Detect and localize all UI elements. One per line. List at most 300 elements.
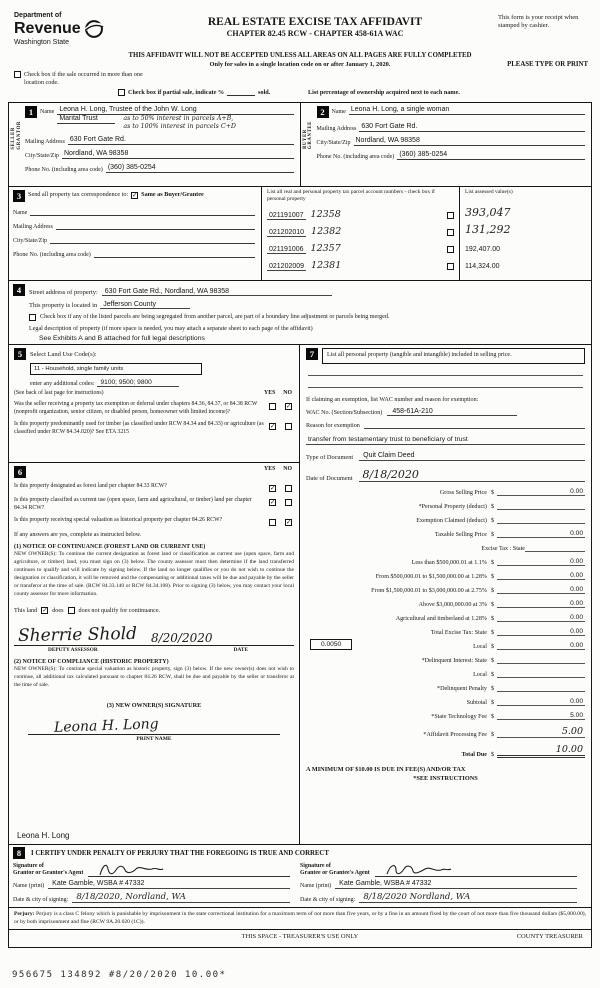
tax-label: *Affidavit Processing Fee xyxy=(423,731,487,738)
partial-sale-percent-field[interactable] xyxy=(227,89,255,96)
yes-no-header xyxy=(264,466,292,472)
see-back-note: (See back of last page for instructions) xyxy=(14,390,104,396)
same-as-buyer-label: Same as Buyer/Grantee xyxy=(141,191,204,198)
corr-city-field[interactable] xyxy=(50,235,255,244)
exemption-intro: If claiming an exemption, list WAC number and reason for exemption: xyxy=(306,396,479,403)
question-text: Is this property classified as current use (open space, farm and agricultural, or timber) land per chapter 84.34 RCW? xyxy=(14,497,252,511)
no-checkbox[interactable]: ✓ xyxy=(286,403,292,410)
grantor-date-row xyxy=(13,892,290,903)
tax-line-tier4 xyxy=(306,600,585,608)
question-checkboxes xyxy=(269,517,292,526)
parcel-personal-checkbox[interactable] xyxy=(447,263,454,270)
seller-name-field[interactable]: Leona H. Long, Trustee of the John W. Long xyxy=(57,106,293,115)
logo-dept-line: Department of xyxy=(14,12,62,19)
question-row-current-use xyxy=(14,497,294,512)
grantee-name-field[interactable]: Kate Gamble, WSBA # 47332 xyxy=(335,880,577,889)
does-not-checkbox[interactable] xyxy=(68,607,75,614)
corr-address-field[interactable] xyxy=(56,221,255,230)
no-checkbox[interactable]: ✓ xyxy=(286,519,292,527)
tax-value[interactable] xyxy=(497,670,585,678)
continuance-qualify-row xyxy=(14,607,294,614)
assessed-row xyxy=(465,219,586,236)
yes-checkbox[interactable] xyxy=(269,403,276,410)
corr-phone-field[interactable] xyxy=(94,249,255,258)
seller-phone-row xyxy=(25,164,294,173)
tax-label: Total Due xyxy=(461,751,487,758)
tax-value[interactable] xyxy=(497,656,585,664)
tax-label: Taxable Selling Price xyxy=(434,531,487,538)
corr-city-label: City/State/Zip xyxy=(13,238,47,244)
logo-revenue-text: Revenue xyxy=(14,20,81,37)
document-type-row xyxy=(306,452,585,461)
tax-label: Local xyxy=(473,671,487,678)
tax-label: Agricultural and timberland at 1.28% xyxy=(395,615,487,622)
buyer-phone-field[interactable]: (360) 385-0254 xyxy=(397,151,585,160)
corr-name-label: Name xyxy=(13,210,28,216)
tax-label: Excise Tax : State xyxy=(481,545,525,552)
grantor-signature-scribble xyxy=(96,861,166,879)
section-3 xyxy=(9,187,591,281)
grantor-signature-field[interactable] xyxy=(88,861,290,877)
legal-description-value-row xyxy=(39,335,585,342)
tax-line-personal-deduct xyxy=(306,502,585,510)
buyer-name-field[interactable]: Leona H. Long, a single woman xyxy=(349,106,585,115)
land-use-head xyxy=(14,348,294,360)
corr-name-field[interactable] xyxy=(30,207,255,216)
perjury-label: Perjury: xyxy=(14,911,35,917)
parcel-handwritten-number: 12382 xyxy=(311,225,342,237)
seller-side-word1: SELLER xyxy=(11,127,16,150)
cashier-receipt-stamp: 956675 134892 #8/20/2020 10.00* xyxy=(12,970,227,980)
no-checkbox[interactable] xyxy=(285,423,292,430)
perjury-paragraph xyxy=(9,908,591,929)
tax-value[interactable]: 0.00 xyxy=(497,530,585,538)
document-type-field[interactable]: Quit Claim Deed xyxy=(359,452,585,461)
segregated-row xyxy=(29,314,585,322)
form-header xyxy=(14,12,590,46)
grantee-date-city-field[interactable]: 8/18/2020 Nordland, WA xyxy=(359,892,577,903)
section-6-number: 6 xyxy=(14,466,26,478)
yes-checkbox[interactable]: ✓ xyxy=(270,485,276,492)
section-6 xyxy=(9,463,299,844)
section-8-number: 8 xyxy=(13,847,25,859)
see-instructions-note: *SEE INSTRUCTIONS xyxy=(413,774,478,782)
minimum-due-note: A MINIMUM OF $10.00 IS DUE IN FEE(S) AND/OR TAX xyxy=(306,765,466,773)
type-or-print-note: PLEASE TYPE OR PRINT xyxy=(503,61,588,68)
document-type-label: Type of Document xyxy=(306,453,354,461)
parcel-column xyxy=(261,187,459,280)
multi-location-label: Check box if the sale occurred in more than one location code. xyxy=(24,71,143,86)
single-location-note: Only for sales in a single location code on or after January 1, 2020. xyxy=(209,61,391,68)
buyer-address-row xyxy=(317,123,586,132)
tax-value[interactable]: 0.00 xyxy=(497,698,585,706)
parcel-personal-checkbox[interactable] xyxy=(447,246,454,253)
parcel-row xyxy=(267,237,454,254)
corr-name-row xyxy=(13,207,255,216)
dollar-sign: $ xyxy=(490,531,494,538)
revenue-swoosh-icon xyxy=(84,19,104,39)
buyer-side-label xyxy=(303,121,315,149)
warning-line: THIS AFFIDAVIT WILL NOT BE ACCEPTED UNLESS ALL AREAS ON ALL PAGES ARE FULLY COMPLETED xyxy=(128,52,472,59)
partial-sale-row xyxy=(118,89,270,96)
corr-phone-label: Phone No. (including area code) xyxy=(13,252,91,258)
buyer-section xyxy=(300,103,592,186)
yes-checkbox[interactable]: ✓ xyxy=(270,499,276,506)
multi-location-row xyxy=(14,71,164,87)
personal-property-head xyxy=(306,348,585,364)
tax-line-taxable xyxy=(306,530,585,538)
personal-property-label: List all personal property (tangible and intangible) included in selling price. xyxy=(322,348,585,364)
parcel-number[interactable]: 021202009 xyxy=(269,262,305,270)
correspondence-head xyxy=(13,190,255,202)
legal-description-field[interactable]: See Exhibits A and B attached for full legal descriptions xyxy=(39,334,205,342)
dollar-sign: $ xyxy=(490,601,494,608)
parcel-row xyxy=(267,254,454,271)
yes-checkbox[interactable]: ✓ xyxy=(270,423,276,431)
grantee-signature-label-line2: Grantee or Grantee's Agent xyxy=(300,869,370,876)
tax-value[interactable]: 0.00 xyxy=(497,628,585,636)
grantee-signature-row xyxy=(300,861,577,877)
buyer-side-word2: GRANTEE xyxy=(308,121,314,149)
yes-header: YES xyxy=(264,390,276,396)
assessed-value: 192,407.00 xyxy=(465,245,501,253)
seller-buyer-row xyxy=(9,103,591,187)
buyer-name-row xyxy=(317,106,586,118)
document-date-field[interactable]: 8/18/2020 xyxy=(359,468,585,482)
tax-line-tier2 xyxy=(306,572,585,580)
parcel-number[interactable]: 021191007 xyxy=(269,211,304,219)
tax-value-handwritten[interactable]: 10.00 xyxy=(497,744,585,758)
seller-section xyxy=(9,103,300,186)
no-checkbox[interactable] xyxy=(285,499,292,506)
buyer-address-field[interactable]: 630 Fort Gate Rd. xyxy=(359,123,585,132)
signature-columns xyxy=(13,861,587,903)
tax-line-delinquent-interest-state xyxy=(306,656,585,664)
segregated-checkbox[interactable] xyxy=(29,314,36,321)
section-4-number: 4 xyxy=(13,284,25,296)
tax-line-agricultural xyxy=(306,614,585,622)
located-in-row xyxy=(29,301,585,309)
tax-value[interactable]: 0.00 xyxy=(497,586,585,594)
assessed-row xyxy=(465,253,586,270)
form-title: REAL ESTATE EXCISE TAX AFFIDAVIT xyxy=(207,16,423,28)
street-address-row xyxy=(13,284,585,296)
certify-head xyxy=(13,847,587,859)
grantor-signature-label xyxy=(13,863,83,877)
county-treasurer-label: COUNTY TREASURER xyxy=(516,933,583,941)
does-checkbox[interactable]: ✓ xyxy=(42,606,48,614)
section-3-number: 3 xyxy=(13,190,25,202)
wac-label: WAC No. (Section/Subsection) xyxy=(306,409,383,416)
question-text: Is this property predominantly used for timber (as classified under RCW 84.34 and 84.33) or agriculture (as classified under RCW 84.34.020)? See ETA 3215 xyxy=(14,421,264,435)
wac-row xyxy=(306,408,585,416)
buyer-city-row xyxy=(317,137,586,146)
grantee-signature-label-line1: Signature of xyxy=(300,862,331,869)
tax-label: From $1,500,000.01 to $3,000,000.00 at 2.75% xyxy=(371,587,487,594)
tax-label: *Delinquent Interest: State xyxy=(421,657,487,664)
tax-value[interactable]: 0.00 xyxy=(497,558,585,566)
deputy-assessor-date: 8/20/2020 xyxy=(150,630,213,645)
dollar-sign: $ xyxy=(490,657,494,664)
parcel-row xyxy=(267,203,454,220)
question-row-forest xyxy=(14,483,294,492)
new-owner-signature: Leona H. Long xyxy=(53,715,159,736)
street-address-label: Street address of property: xyxy=(29,289,98,296)
assessed-column-header: List assessed value(s) xyxy=(465,189,513,195)
tax-label: Gross Selling Price xyxy=(439,489,487,496)
certify-statement: I CERTIFY UNDER PENALTY OF PERJURY THAT THE FOREGOING IS TRUE AND CORRECT xyxy=(31,849,329,857)
send-correspondence-label: Send all property tax correspondence to: xyxy=(28,191,129,198)
section-7-number: 7 xyxy=(306,348,318,360)
does-not-label: does not qualify for continuance. xyxy=(78,606,161,614)
tax-label: *Delinquent Penalty xyxy=(437,685,487,692)
parcel-row xyxy=(267,220,454,237)
partial-sale-checkbox[interactable] xyxy=(118,89,125,96)
dollar-sign: $ xyxy=(490,643,494,650)
seller-name-row xyxy=(25,106,294,131)
new-owner-signature-line[interactable] xyxy=(28,709,280,735)
section-8 xyxy=(9,845,591,908)
legal-description-row xyxy=(29,326,585,332)
seller-city-label: City/State/Zip xyxy=(25,152,59,159)
correspondence-column xyxy=(9,187,261,280)
partial-sale-label: Check box if partial sale, indicate % xyxy=(128,89,225,96)
tax-value[interactable]: 0.00 xyxy=(497,572,585,580)
print-name-label: PRINT NAME xyxy=(136,735,172,742)
segregated-label: Check box if any of the listed parcels are being segregated from another parcel, are part of a boundary line adjustment or parcels being merged. xyxy=(40,314,390,320)
this-land-label: This land xyxy=(14,606,38,614)
parcel-number[interactable]: 021202010 xyxy=(269,228,305,236)
reason-blank-line[interactable] xyxy=(364,422,585,429)
tax-line-exemption-deduct xyxy=(306,516,585,524)
seller-address-field[interactable]: 630 Fort Gate Rd. xyxy=(68,136,294,145)
tax-label: *Personal Property (deduct) xyxy=(418,503,487,510)
tax-value[interactable] xyxy=(497,684,585,692)
dollar-sign: $ xyxy=(490,615,494,622)
new-owner-signature-label: (3) NEW OWNER(S) SIGNATURE xyxy=(106,701,202,709)
grantee-name-row xyxy=(300,880,577,889)
section-1-number: 1 xyxy=(25,106,37,118)
question-text: Is this property designated as forest land per chapter 84.33 RCW? xyxy=(14,483,167,489)
buyer-city-label: City/State/Zip xyxy=(316,140,351,146)
tax-value[interactable]: 0.00 xyxy=(497,600,585,608)
assessed-value-handwritten: 131,292 xyxy=(465,222,511,236)
notice-compliance-title: (2) NOTICE OF COMPLIANCE (HISTORIC PROPERTY) xyxy=(14,658,169,665)
question-text: Was the seller receiving a property tax exemption or deferral under chapters 84.36, 84.37, or 84.38 RCW (nonprofit organization, senior citizen, or disabled person, homeowner with limited income)? xyxy=(14,401,258,415)
treasurer-space-label: THIS SPACE - TREASURER'S USE ONLY xyxy=(241,933,359,941)
seller-name-value-wrap xyxy=(57,106,293,131)
buyer-phone-row xyxy=(317,151,586,160)
buyer-side-word1: BUYER xyxy=(302,129,308,149)
dollar-sign: $ xyxy=(490,629,494,636)
buyer-phone-label: Phone No. (including area code) xyxy=(316,154,395,160)
parcel-personal-checkbox[interactable] xyxy=(447,212,454,219)
assessed-value-handwritten: 393,047 xyxy=(465,205,511,219)
dollar-sign: $ xyxy=(490,573,494,580)
document-date-label: Date of Document xyxy=(306,474,353,482)
seller-name-line2 xyxy=(57,115,293,131)
section-5-number: 5 xyxy=(14,348,26,360)
tax-value-handwritten[interactable]: 5.00 xyxy=(497,726,585,738)
tax-value[interactable]: 0.00 xyxy=(497,642,585,650)
assessed-value: 114,324.00 xyxy=(465,262,500,270)
buyer-city-field[interactable]: Nordland, WA 98358 xyxy=(354,137,586,146)
dollar-sign: $ xyxy=(490,731,494,738)
date-label: DATE xyxy=(233,646,248,653)
date-city-label: Date & city of signing: xyxy=(13,897,69,903)
dor-logo xyxy=(14,12,132,46)
land-use-code-select[interactable]: 11 - Household, single family units xyxy=(30,363,202,375)
parcel-handwritten-number: 12357 xyxy=(310,242,341,254)
tax-value[interactable] xyxy=(497,516,585,524)
section-2-number: 2 xyxy=(317,106,329,118)
legal-description-label: Legal description of property (if more space is needed, you may attach a separate sheet to each page of the affidavit) xyxy=(29,325,313,332)
grantee-date-row xyxy=(300,892,577,903)
document-date-row xyxy=(306,468,585,482)
tax-value[interactable]: 0.00 xyxy=(497,488,585,496)
personal-property-field[interactable] xyxy=(308,364,583,376)
if-yes-note: If any answers are yes, complete as instructed below. xyxy=(14,532,142,539)
question-checkboxes xyxy=(269,421,292,430)
reason-label: Reason for exemption xyxy=(306,422,360,429)
tax-line-total-due xyxy=(306,744,585,758)
dollar-sign: $ xyxy=(490,503,494,510)
tax-line-delinquent-penalty xyxy=(306,684,585,692)
grantor-name-field[interactable]: Kate Gamble, WSBA # 47332 xyxy=(48,880,290,889)
seller-side-word2: GRANTOR xyxy=(16,121,22,150)
question-checkboxes xyxy=(269,483,292,492)
multi-location-checkbox[interactable] xyxy=(14,71,21,78)
grantee-signature-field[interactable] xyxy=(375,861,577,877)
seller-phone-field[interactable]: (360) 385-0254 xyxy=(106,164,294,173)
yes-no-header xyxy=(264,390,292,396)
parcel-personal-checkbox[interactable] xyxy=(447,229,454,236)
does-label: does xyxy=(52,606,64,614)
dollar-sign: $ xyxy=(490,517,494,524)
reason-row xyxy=(306,422,585,429)
partial-sale-suffix: sold. xyxy=(258,89,271,96)
seller-address-label: Mailing Address xyxy=(25,138,65,145)
personal-property-field[interactable] xyxy=(308,376,583,388)
corr-phone-row xyxy=(13,249,255,258)
lower-columns xyxy=(9,345,591,845)
land-use-label: Select Land Use Code(s): xyxy=(30,350,97,358)
grantor-date-city-field[interactable]: 8/18/2020, Nordland, WA xyxy=(72,892,290,903)
seller-hand-note-1: as to 50% interest in parcels A+B, xyxy=(123,115,234,122)
question-row-exemption xyxy=(14,401,294,416)
located-in-label: This property is located in xyxy=(29,302,98,309)
seller-phone-label: Phone No. (including area code) xyxy=(25,166,103,173)
tax-value[interactable]: 0.00 xyxy=(497,614,585,622)
tax-label: Exemption Claimed (deduct) xyxy=(416,517,487,524)
section-5 xyxy=(9,345,299,463)
seller-hand-note-2: as to 100% interest in parcels C+D xyxy=(123,122,236,130)
logo-row xyxy=(14,19,132,39)
tax-value[interactable] xyxy=(497,502,585,510)
additional-codes-row xyxy=(30,379,294,387)
tax-line-total-state xyxy=(306,628,585,636)
question-checkboxes xyxy=(269,497,292,506)
assessed-value-column xyxy=(459,187,591,280)
date-city-label: Date & city of signing: xyxy=(300,897,356,903)
reason-field[interactable]: transfer from testamentary trust to beneficiary of trust xyxy=(306,436,585,445)
section-4 xyxy=(9,281,591,345)
grantor-signature-label-line2: Grantor or Grantor's Agent xyxy=(13,869,84,876)
located-county-field[interactable]: Jefferson County xyxy=(100,301,190,309)
seller-city-field[interactable]: Nordland, WA 98358 xyxy=(62,150,294,159)
perjury-text: Perjury is a class C felony which is punishable by imprisonment in the state correctional institution for a maximum term of not more than five years, or by a fine in an amount fixed by the court of not more than five thousand dollars ($5,000.00), or by both imprisonment and fine (RCW 9A.20.020 (1C)). xyxy=(14,911,586,925)
tax-value xyxy=(525,544,585,552)
yes-checkbox[interactable] xyxy=(269,519,276,526)
tax-line-gross xyxy=(306,488,585,496)
no-checkbox[interactable] xyxy=(285,485,292,492)
dollar-sign: $ xyxy=(490,685,494,692)
form-chapter: CHAPTER 82.45 RCW - CHAPTER 458-61A WAC xyxy=(226,29,404,38)
additional-codes-label: enter any additional codes: xyxy=(30,381,95,387)
no-header: NO xyxy=(283,466,292,472)
parcel-column-header: List all real and personal property tax parcel account numbers - check box if personal property xyxy=(267,189,435,202)
tax-value[interactable]: 5.00 xyxy=(497,712,585,720)
additional-codes-field[interactable]: 9100; 9500; 9800 xyxy=(97,379,179,387)
question-row-timber xyxy=(14,421,294,436)
grantor-signature-block xyxy=(13,861,300,903)
section-6-head xyxy=(14,465,294,478)
parcel-handwritten-number: 12381 xyxy=(311,259,342,271)
yes-header: YES xyxy=(264,466,276,472)
treasurer-strip xyxy=(9,929,591,949)
grantor-signature-label-line1: Signature of xyxy=(13,862,44,869)
deputy-assessor-label: DEPUTY ASSESSOR xyxy=(48,646,98,653)
name-print-label: Name (print) xyxy=(13,883,45,889)
tax-line-tier1 xyxy=(306,558,585,566)
notice-continuance-title: (1) NOTICE OF CONTINUANCE (FOREST LAND OR CURRENT USE) xyxy=(14,544,206,551)
question-text: Is this property receiving special valuation as historical property per chapter 84.26 RCW? xyxy=(14,517,223,524)
question-checkboxes xyxy=(269,401,292,410)
wac-number-field[interactable]: 458-61A-210 xyxy=(387,408,517,416)
local-rate-box: 0.0050 xyxy=(310,639,352,650)
dollar-sign: $ xyxy=(490,559,494,566)
notice-continuance-body: NEW OWNER(S): To continue the current designation as forest land or classification as current use (open space, farm and agriculture, or timber) land, you must sign on (3) below. The county assessor must then determine if the land transferred continues to qualify and will indicate by signing below. If the land no longer qualifies or you do not wish to continue the designation or classification, it will be removed and the compensating or additional taxes will be due and payable by the seller or transferor at the time of sale. (RCW 84.33.140 or RCW 84.34.108). Prior to signing (3) below, you may contact your local county assessor for more information. xyxy=(14,551,294,597)
parcel-handwritten-number: 12358 xyxy=(310,208,341,220)
left-column xyxy=(9,345,300,844)
grantor-name-row xyxy=(13,880,290,889)
seller-name-field-line2[interactable]: Marital Trust xyxy=(57,115,115,124)
dollar-sign: $ xyxy=(490,489,494,496)
tax-line-tier3 xyxy=(306,586,585,594)
name-print-label: Name (print) xyxy=(300,883,332,889)
notice-compliance-body: NEW OWNER(S): To continue special valuation as historic property, sign (3) below. If the new owner(s) does not wish to continue, all additional tax calculated pursuant to chapter 84.26 RCW, shall be due and payable by the seller or transferor at the time of sale. xyxy=(14,665,294,688)
question-row-historical xyxy=(14,517,294,526)
seller-side-label xyxy=(11,121,23,150)
tax-label: From $500,000.01 to $1,500,000.00 at 1.28% xyxy=(375,573,487,580)
title-block xyxy=(132,12,498,46)
tax-line-technology-fee xyxy=(306,712,585,720)
deputy-assessor-signature-line[interactable] xyxy=(14,620,294,646)
receipt-note: This form is your receipt when stamped by cashier. xyxy=(498,14,579,30)
corr-address-label: Mailing Address xyxy=(13,224,53,230)
section-7 xyxy=(300,345,591,844)
parcel-number[interactable]: 021191006 xyxy=(269,245,304,253)
no-header: NO xyxy=(283,390,292,396)
print-name-field[interactable]: Leona H. Long xyxy=(17,831,70,840)
street-address-field[interactable]: 630 Fort Gate Rd., Nordland, WA 98358 xyxy=(102,288,332,296)
seller-name-label: Name xyxy=(40,109,55,115)
tax-line-excise-header xyxy=(306,544,585,552)
tax-label: Local xyxy=(473,643,487,650)
dollar-sign: $ xyxy=(490,587,494,594)
grantor-signature-row xyxy=(13,861,290,877)
same-as-buyer-checkbox[interactable]: ✓ xyxy=(132,192,138,199)
